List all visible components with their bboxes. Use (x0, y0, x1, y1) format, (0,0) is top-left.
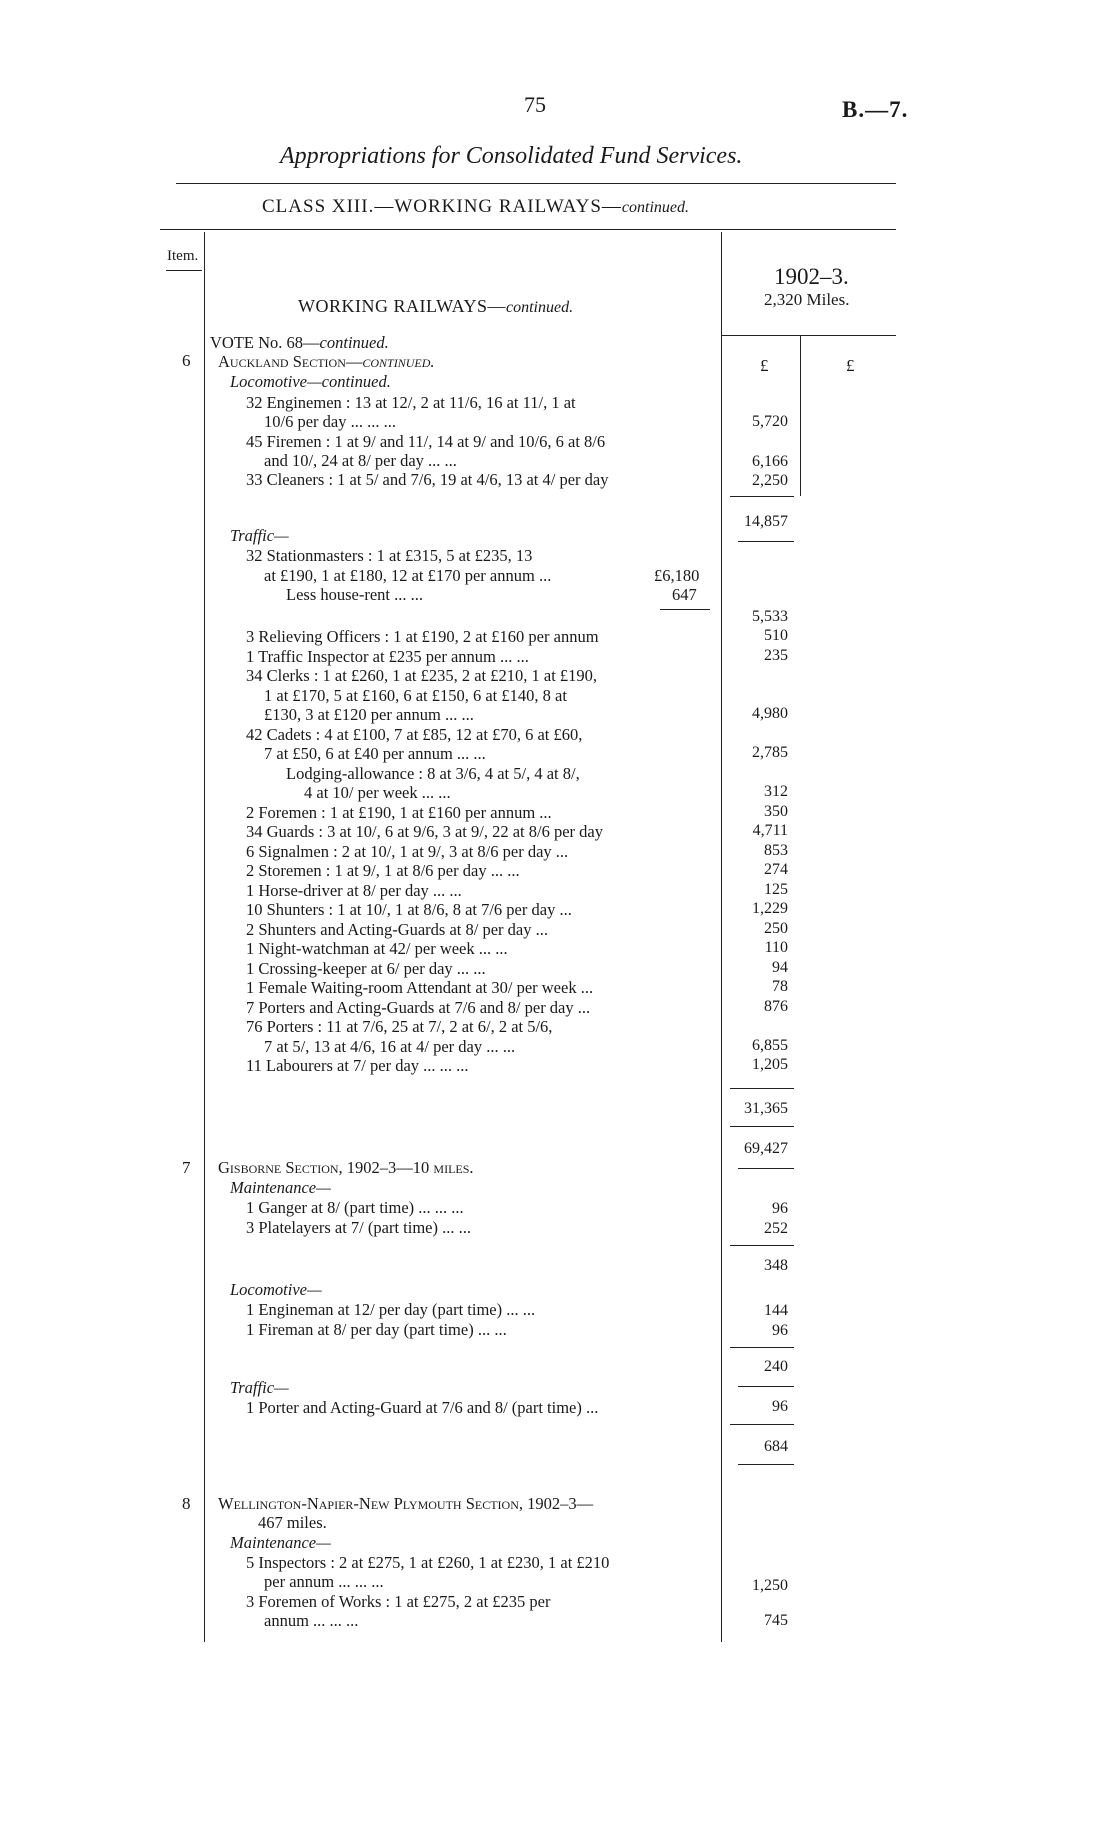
amount: 144 (764, 1302, 788, 1319)
text-line: 10/6 per day ... ... ... (264, 412, 396, 431)
text-line: 3 Foremen of Works : 1 at £275, 2 at £235 per (246, 1592, 551, 1611)
miles-heading: 2,320 Miles. (764, 290, 850, 309)
text-line: 1 Female Waiting-room Attendant at 30/ per week ... (246, 978, 594, 997)
total-rule (738, 1464, 794, 1465)
stationmasters-gross: £6,180 (654, 566, 700, 585)
text-line: 2 Foremen : 1 at £190, 1 at £160 per annum ... (246, 802, 552, 822)
subtotal: 348 (764, 1257, 788, 1274)
text-line: 32 Stationmasters : 1 at £315, 5 at £235, 13 (246, 546, 533, 565)
subtotal-rule (730, 1088, 794, 1089)
text-line: 4 at 10/ per week ... ... (304, 783, 451, 802)
amount: 274 (764, 861, 788, 878)
amount: 5,720 (752, 413, 788, 430)
text-line: 3 Platelayers at 7/ (part time) ... ... (246, 1218, 471, 1237)
text-line: Lodging-allowance : 8 at 3/6, 4 at 5/, 4 at 8/, (286, 763, 580, 783)
amount: 350 (764, 802, 788, 820)
maintenance-label: Maintenance— (230, 1178, 331, 1197)
text-line: 2 Shunters and Acting-Guards at 8/ per day ... (246, 919, 548, 939)
subtotal-rule (738, 1386, 794, 1387)
amount: 4,980 (752, 705, 788, 722)
total-rule (730, 1126, 794, 1127)
section-heading: WORKING RAILWAYS—continued. (298, 296, 574, 316)
vote-line: VOTE No. 68—continued. (210, 333, 389, 352)
house-rent-deduction: 647 (672, 585, 697, 604)
text-line: 7 at 5/, 13 at 4/6, 16 at 4/ per day ... ... (264, 1036, 516, 1056)
text-line: £130, 3 at £120 per annum ... ... (264, 705, 474, 724)
item-heading: Gisborne Section, 1902–3—10 miles. (218, 1158, 474, 1177)
item-column-label: Item. (167, 248, 199, 264)
currency-symbol-1: £ (760, 356, 769, 375)
amount: 250 (764, 919, 788, 937)
amount: 125 (764, 880, 788, 898)
subtotal-rule (730, 1245, 794, 1246)
page-number: 75 (524, 92, 546, 117)
text-line: 34 Guards : 3 at 10/, 6 at 9/6, 3 at 9/, 22 at 8/6 per day (246, 822, 603, 841)
class-heading: CLASS XIII.—WORKING RAILWAYS—continued. (262, 196, 690, 217)
text-line: 6 Signalmen : 2 at 10/, 1 at 9/, 3 at 8/6 per day ... (246, 841, 569, 861)
text-line: 3 Relieving Officers : 1 at £190, 2 at £160 per annum (246, 627, 599, 646)
text-line: 34 Clerks : 1 at £260, 1 at £235, 2 at £210, 1 at £190, (246, 666, 598, 685)
amount: 2,250 (752, 472, 788, 489)
subtotal: 31,365 (744, 1100, 788, 1117)
amount: 96 (772, 1200, 788, 1217)
text-line: and 10/, 24 at 8/ per day ... ... (264, 451, 457, 470)
total-rule (738, 1168, 794, 1169)
amount: 78 (772, 978, 788, 995)
text-line: 33 Cleaners : 1 at 5/ and 7/6, 19 at 4/6, 13 at 4/ per day (246, 470, 609, 489)
item-number: 7 (182, 1158, 191, 1177)
text-line: 11 Labourers at 7/ per day ... ... ... (246, 1056, 469, 1075)
item-label-rule (166, 270, 202, 271)
text-line: annum ... ... ... (264, 1611, 359, 1630)
text-line: 1 Engineman at 12/ per day (part time) ... ... (246, 1300, 536, 1319)
subtotal: 14,857 (744, 513, 788, 530)
year-heading: 1902–3. (774, 264, 849, 289)
text-line: at £190, 1 at £180, 12 at £170 per annum ... (264, 566, 552, 585)
text-line: 7 Porters and Acting-Guards at 7/6 and 8/ per day ... (246, 997, 591, 1017)
amount: 96 (772, 1322, 788, 1339)
section-total: 684 (764, 1438, 788, 1455)
item-number: 8 (182, 1494, 191, 1513)
text-line: 1 Fireman at 8/ per day (part time) ... ... (246, 1320, 507, 1339)
amount: 235 (764, 646, 788, 664)
subtotal-rule (730, 496, 794, 497)
text-line: 1 Porter and Acting-Guard at 7/6 and 8/ (part time) ... (246, 1398, 599, 1417)
amount: 1,229 (752, 900, 788, 917)
text-line: 1 Horse-driver at 8/ per day ... ... (246, 880, 462, 900)
text-line: 32 Enginemen : 13 at 12/, 2 at 11/6, 16 at 11/, 1 at (246, 393, 576, 412)
amount: 252 (764, 1220, 788, 1237)
locomotive-label: Locomotive—continued. (230, 372, 391, 391)
subtotal-rule (730, 1424, 794, 1425)
amount: 510 (764, 627, 788, 644)
item-heading: Auckland Section—continued. (218, 352, 435, 371)
text-line: per annum ... ... ... (264, 1572, 384, 1591)
text-line: 1 at £170, 5 at £160, 6 at £150, 6 at £140, 8 at (264, 685, 567, 705)
title-rule (176, 183, 896, 184)
amount: 94 (772, 958, 788, 976)
amount: 6,166 (752, 453, 788, 470)
subtotal-rule (738, 541, 794, 542)
amount: 96 (772, 1398, 788, 1415)
amount: 4,711 (752, 822, 788, 839)
item-heading-cont: 467 miles. (258, 1513, 327, 1532)
item-number: 6 (182, 351, 191, 370)
section-total: 69,427 (744, 1140, 788, 1157)
traffic-label: Traffic— (230, 526, 289, 545)
text-line: 1 Ganger at 8/ (part time) ... ... ... (246, 1198, 464, 1217)
currency-symbol-2: £ (846, 356, 855, 375)
text-line: 45 Firemen : 1 at 9/ and 11/, 14 at 9/ and 10/6, 6 at 8/6 (246, 432, 606, 451)
locomotive-label: Locomotive— (230, 1280, 322, 1299)
item-column-rule (204, 232, 205, 1642)
text-line: 42 Cadets : 4 at £100, 7 at £85, 12 at £70, 6 at £60, (246, 724, 583, 744)
text-line: 5 Inspectors : 2 at £275, 1 at £260, 1 at £230, 1 at £210 (246, 1553, 610, 1572)
text-line: 1 Traffic Inspector at £235 per annum ... ... (246, 646, 529, 666)
maintenance-label: Maintenance— (230, 1533, 331, 1552)
text-line: 7 at £50, 6 at £40 per annum ... ... (264, 744, 486, 763)
text-line: Less house-rent ... ... (286, 585, 424, 604)
amount: 853 (764, 841, 788, 859)
header-rule (722, 335, 896, 336)
subtotal: 240 (764, 1358, 788, 1375)
page-title: Appropriations for Consolidated Fund Services. (280, 143, 743, 169)
class-rule (160, 229, 896, 230)
stationmasters-net: 5,533 (752, 608, 788, 625)
text-line: 10 Shunters : 1 at 10/, 1 at 8/6, 8 at 7/6 per day ... (246, 900, 572, 919)
amount: 745 (764, 1612, 788, 1629)
text-line: 1 Crossing-keeper at 6/ per day ... ... (246, 958, 486, 978)
traffic-label: Traffic— (230, 1378, 289, 1397)
text-line: 2 Storemen : 1 at 9/, 1 at 8/6 per day ... ... (246, 861, 520, 880)
subtotal-rule (730, 1347, 794, 1348)
item-heading: Wellington-Napier-New Plymouth Section, 1902–3— (218, 1494, 594, 1513)
deduction-rule (660, 609, 710, 610)
amount: 6,855 (752, 1036, 788, 1054)
amount: 1,205 (752, 1056, 788, 1073)
amount: 110 (764, 939, 788, 956)
document-reference: B.—7. (842, 97, 909, 122)
amount-column-rule-2 (800, 336, 801, 496)
text-line: 1 Night-watchman at 42/ per week ... ... (246, 939, 508, 958)
amount: 1,250 (752, 1577, 788, 1594)
amount: 2,785 (752, 744, 788, 761)
amount: 876 (764, 997, 788, 1015)
text-line: 76 Porters : 11 at 7/6, 25 at 7/, 2 at 6/, 2 at 5/6, (246, 1017, 553, 1036)
amount: 312 (764, 783, 788, 800)
